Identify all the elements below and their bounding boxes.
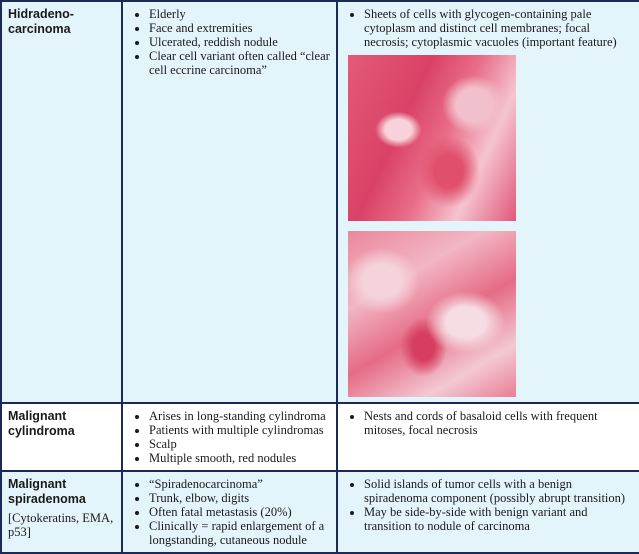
histology-cell xyxy=(337,403,639,471)
tumor-name-cell xyxy=(1,1,122,403)
list-item: • Often fatal metastasis (20%) xyxy=(149,505,330,519)
list-item: • Arises in long-standing cylindroma xyxy=(149,409,330,423)
histology-image xyxy=(348,55,516,221)
list-item: • Patients with multiple cylindromas xyxy=(149,423,330,437)
stains-note: [Cytokeratins, EMA, p53] xyxy=(8,511,114,539)
list-item: • May be side-by-side with benign variant and transition to nodule of carcinoma xyxy=(364,505,633,533)
list-item: • Clinically = rapid enlargement of a longstanding, cutaneous nodule xyxy=(149,519,330,547)
list-item: • Trunk, elbow, digits xyxy=(149,491,330,505)
list-item: • Scalp xyxy=(149,437,330,451)
name-line: cylindroma xyxy=(8,424,75,438)
histology-cell xyxy=(337,471,639,553)
tumor-name-cell xyxy=(1,403,122,471)
tumor-name-cell xyxy=(1,471,122,553)
list-item: • Sheets of cells with glycogen-containing pale cytoplasm and distinct cell membranes; focal necrosis; cytoplasmic vacuoles (important feature) xyxy=(364,7,633,49)
histology-image xyxy=(348,231,516,397)
list-item: • “Spiradenocarcinoma” xyxy=(149,477,330,491)
tumor-name xyxy=(8,409,115,439)
table-row xyxy=(1,1,639,403)
name-line: Malignant xyxy=(8,409,67,423)
histology-cell xyxy=(337,1,639,403)
name-line: spiradenoma xyxy=(8,492,86,506)
clinical-cell xyxy=(122,403,337,471)
list-item: • Nests and cords of basaloid cells with frequent mitoses, focal necrosis xyxy=(364,409,633,437)
tumor-name xyxy=(8,477,115,507)
tumor-name xyxy=(8,7,115,37)
list-item: • Clear cell variant often called “clear cell eccrine carcinoma” xyxy=(149,49,330,77)
name-line: carcinoma xyxy=(8,22,71,36)
name-line: Malignant xyxy=(8,477,67,491)
clinical-cell xyxy=(122,1,337,403)
name-line: Hidradeno- xyxy=(8,7,74,21)
list-item: • Elderly xyxy=(149,7,330,21)
list-item: • Ulcerated, reddish nodule xyxy=(149,35,330,49)
clinical-cell xyxy=(122,471,337,553)
list-item: • Face and extremities xyxy=(149,21,330,35)
list-item: • Solid islands of tumor cells with a benign spiradenoma component (possibly abrupt transition) xyxy=(364,477,633,505)
list-item: • Multiple smooth, red nodules xyxy=(149,451,330,465)
table-row xyxy=(1,471,639,553)
table-row xyxy=(1,403,639,471)
